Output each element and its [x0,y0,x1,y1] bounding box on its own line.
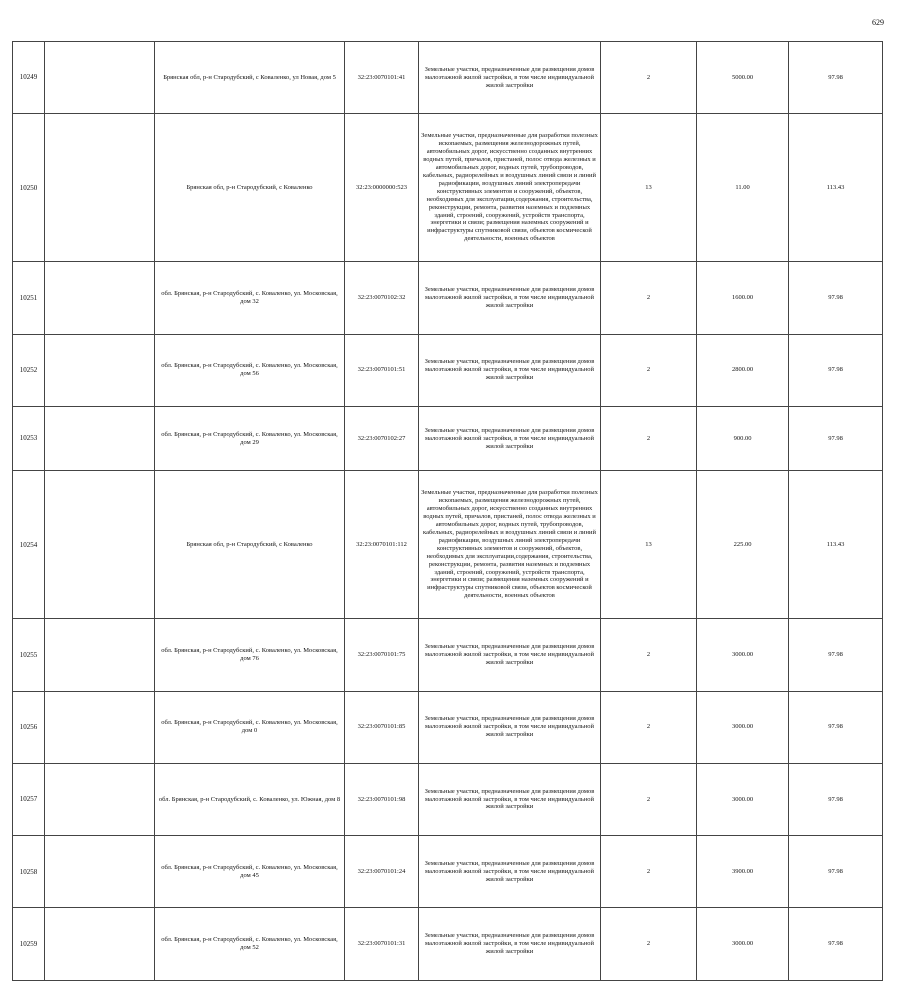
row-area: 3000.00 [697,691,789,763]
row-id: 10249 [13,42,45,114]
row-land-use: Земельные участки, предназначенные для размещения домов малоэтажной жилой застройки, в том числе индивидуальной жилой застройки [419,619,601,691]
land-registry-table [12,41,883,981]
row-cadastral-number: 32:23:0070101:75 [345,619,419,691]
page-number: 629 [872,18,884,27]
row-address: обл. Брянская, р-н Стародубский, с. Коваленко, ул. Московская, дом 52 [155,908,345,980]
row-address: обл. Брянская, р-н Стародубский, с. Коваленко, ул. Московская, дом 76 [155,619,345,691]
row-address: обл. Брянская, р-н Стародубский, с. Коваленко, ул. Московская, дом 0 [155,691,345,763]
row-address: обл. Брянская, р-н Стародубский, с. Коваленко, ул. Московская, дом 29 [155,406,345,470]
row-area: 3000.00 [697,619,789,691]
table-row [13,619,883,691]
table-row [13,334,883,406]
row-area: 1600.00 [697,262,789,334]
row-address: Брянская обл, р-н Стародубский, с Коваленко [155,114,345,262]
row-area: 900.00 [697,406,789,470]
table-row [13,114,883,262]
row-cadastral-number: 32:23:0070101:24 [345,836,419,908]
row-category-code: 2 [601,334,697,406]
row-category-code: 2 [601,42,697,114]
row-id: 10253 [13,406,45,470]
row-category-code: 2 [601,691,697,763]
table-body [13,42,883,981]
row-rate: 97.98 [789,763,883,835]
row-cadastral-number: 32:23:0070102:32 [345,262,419,334]
row-category-code: 2 [601,908,697,980]
row-cadastral-number: 32:23:0070101:98 [345,763,419,835]
row-rate: 97.98 [789,908,883,980]
row-cadastral-number: 32:23:0070101:112 [345,471,419,619]
row-category-code: 13 [601,471,697,619]
row-id: 10250 [13,114,45,262]
row-rate: 97.98 [789,619,883,691]
table-row [13,406,883,470]
row-category-code: 2 [601,619,697,691]
table-row [13,836,883,908]
row-id: 10255 [13,619,45,691]
row-area: 3000.00 [697,908,789,980]
row-id: 10259 [13,908,45,980]
row-rate: 113.43 [789,114,883,262]
row-cadastral-number: 32:23:0070102:27 [345,406,419,470]
row-area: 2800.00 [697,334,789,406]
row-address: обл. Брянская, р-н Стародубский, с. Коваленко, ул. Московская, дом 56 [155,334,345,406]
row-land-use: Земельные участки, предназначенные для размещения домов малоэтажной жилой застройки, в том числе индивидуальной жилой застройки [419,836,601,908]
row-id: 10256 [13,691,45,763]
row-cadastral-number: 32:23:0070101:41 [345,42,419,114]
row-address: Брянская обл, р-н Стародубский, с Коваленко, ул Новая, дом 5 [155,42,345,114]
table-row [13,908,883,980]
row-id: 10252 [13,334,45,406]
table-row [13,42,883,114]
row-id: 10258 [13,836,45,908]
row-id: 10257 [13,763,45,835]
row-land-use: Земельные участки, предназначенные для разработки полезных ископаемых, размещения железнодорожных путей, автомобильных дорог, искусственно созданных внутренних водных путей, причалов, пристаней, полос отвода железных и автомобильных дорог, водных путей, трубопроводов, кабельных, радиорелейных и воздушных линий связи и линий радиофикации, воздушных линий электропередачи конструктивных элементов и сооружений, объектов, необходимых для эксплуатации,содержания, строительства, реконструкции, ремонта, развития наземных и подземных зданий, строений, сооружений, устройств транспорта, энергетики и связи; размещения наземных сооружений и инфраструктуры спутниковой связи, объектов космической деятельности, военных объектов [419,114,601,262]
row-rate: 97.98 [789,262,883,334]
row-id: 10251 [13,262,45,334]
row-land-use: Земельные участки, предназначенные для разработки полезных ископаемых, размещения железнодорожных путей, автомобильных дорог, искусственно созданных внутренних водных путей, причалов, пристаней, полос отвода железных и автомобильных дорог, водных путей, трубопроводов, кабельных, радиорелейных и воздушных линий связи и линий радиофикации, воздушных линий электропередачи конструктивных элементов и сооружений, объектов, необходимых для эксплуатации,содержания, строительства, реконструкции, ремонта, развития наземных и подземных зданий, строений, сооружений, устройств транспорта, энергетики и связи; размещения наземных сооружений и инфраструктуры спутниковой связи, объектов космической деятельности, военных объектов [419,471,601,619]
row-cadastral-number: 32:23:0070101:31 [345,908,419,980]
row-rate: 97.98 [789,334,883,406]
table-row [13,691,883,763]
row-category-code: 2 [601,262,697,334]
row-category-code: 2 [601,836,697,908]
row-land-use: Земельные участки, предназначенные для размещения домов малоэтажной жилой застройки, в том числе индивидуальной жилой застройки [419,691,601,763]
row-rate: 97.98 [789,691,883,763]
row-area: 225.00 [697,471,789,619]
row-id: 10254 [13,471,45,619]
row-land-use: Земельные участки, предназначенные для размещения домов малоэтажной жилой застройки, в том числе индивидуальной жилой застройки [419,908,601,980]
table-row [13,763,883,835]
row-area: 3900.00 [697,836,789,908]
row-rate: 97.98 [789,42,883,114]
row-address: обл. Брянская, р-н Стародубский, с. Коваленко, ул. Московская, дом 32 [155,262,345,334]
table-row [13,262,883,334]
row-rate: 97.98 [789,836,883,908]
row-category-code: 2 [601,763,697,835]
row-land-use: Земельные участки, предназначенные для размещения домов малоэтажной жилой застройки, в том числе индивидуальной жилой застройки [419,42,601,114]
row-land-use: Земельные участки, предназначенные для размещения домов малоэтажной жилой застройки, в том числе индивидуальной жилой застройки [419,334,601,406]
table-row [13,471,883,619]
row-rate: 97.98 [789,406,883,470]
row-land-use: Земельные участки, предназначенные для размещения домов малоэтажной жилой застройки, в том числе индивидуальной жилой застройки [419,406,601,470]
row-address: обл. Брянская, р-н Стародубский, с. Коваленко, ул. Московская, дом 45 [155,836,345,908]
row-land-use: Земельные участки, предназначенные для размещения домов малоэтажной жилой застройки, в том числе индивидуальной жилой застройки [419,763,601,835]
row-rate: 113.43 [789,471,883,619]
row-land-use: Земельные участки, предназначенные для размещения домов малоэтажной жилой застройки, в том числе индивидуальной жилой застройки [419,262,601,334]
row-area: 11.00 [697,114,789,262]
row-address: Брянская обл, р-н Стародубский, с Коваленко [155,471,345,619]
row-address: обл. Брянская, р-н Стародубский, с. Коваленко, ул. Южная, дом 8 [155,763,345,835]
row-cadastral-number: 32:23:0070101:85 [345,691,419,763]
row-cadastral-number: 32:23:0070101:51 [345,334,419,406]
row-area: 3000.00 [697,763,789,835]
row-area: 5000.00 [697,42,789,114]
row-category-code: 13 [601,114,697,262]
row-category-code: 2 [601,406,697,470]
row-cadastral-number: 32:23:0000000:523 [345,114,419,262]
